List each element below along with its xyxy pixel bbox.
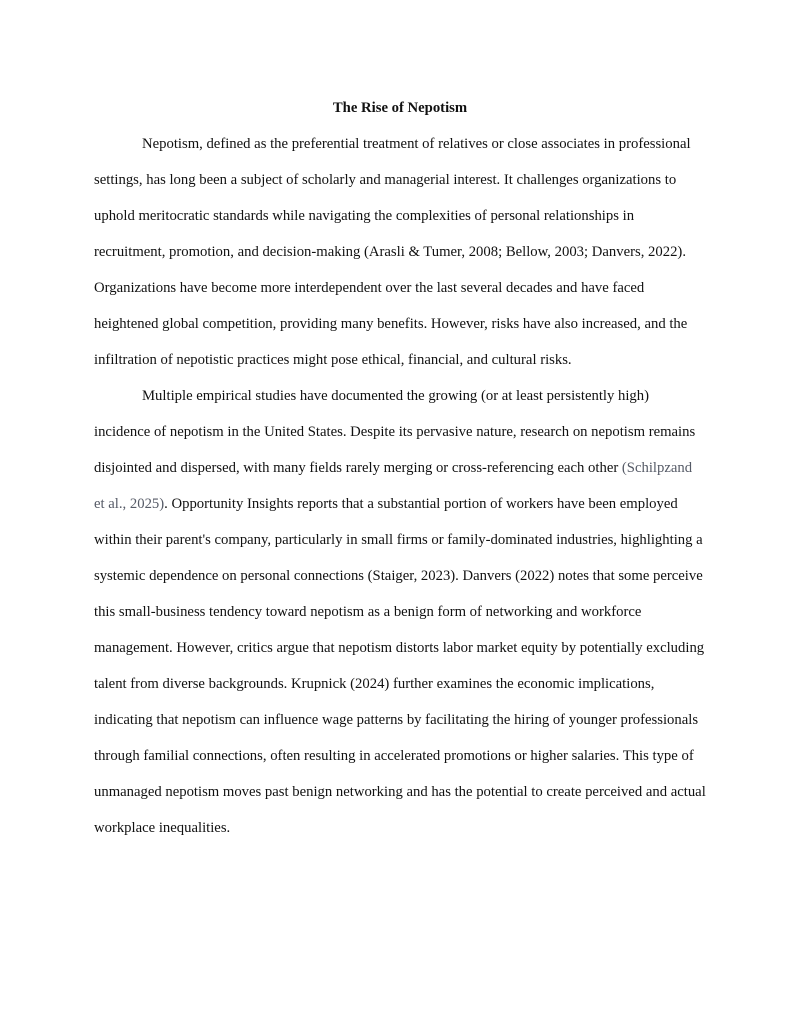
paragraph-2 bbox=[94, 378, 706, 846]
citation-link[interactable]: (Schilpzand et al., 2025) bbox=[94, 460, 693, 512]
document-title: The Rise of Nepotism bbox=[332, 100, 468, 116]
document-body bbox=[94, 90, 706, 846]
paragraph-2-text-end: . Opportunity Insights reports that a substantial portion of workers have been employed within their parent's company, particularly in small firms or family-dominated industries, highlighting a systemic dependence on personal connections (Staiger, 2023). Danvers (2022) notes that some perceive this small-business tendency toward nepotism as a benign form of networking and workforce management. However, critics argue that nepotism distorts labor market equity by potentially excluding talent from diverse backgrounds. Krupnick (2024) further examines the economic implications, indicating that nepotism can influence wage patterns by facilitating the hiring of younger professionals through familial connections, often resulting in accelerated promotions or higher salaries. This type of unmanaged nepotism moves past benign networking and has the potential to create perceived and actual workplace inequalities. bbox=[94, 496, 706, 836]
paragraph-2-text-start: Multiple empirical studies have documented the growing (or at least persistently high) incidence of nepotism in the United States. Despite its pervasive nature, research on nepotism remains disjointed and dispersed, with many fields rarely merging or cross-referencing each other bbox=[94, 388, 696, 476]
paragraph-1: Nepotism, defined as the preferential treatment of relatives or close associates in professional settings, has long been a subject of scholarly and managerial interest. It challenges organizations to uphold meritocratic standards while navigating the complexities of personal relationships in recruitment, promotion, and decision-making (Arasli & Tumer, 2008; Bellow, 2003; Danvers, 2022). Organizations have become more interdependent over the last several decades and have faced heightened global competition, providing many benefits. However, risks have also increased, and the infiltration of nepotistic practices might pose ethical, financial, and cultural risks. bbox=[94, 136, 691, 368]
